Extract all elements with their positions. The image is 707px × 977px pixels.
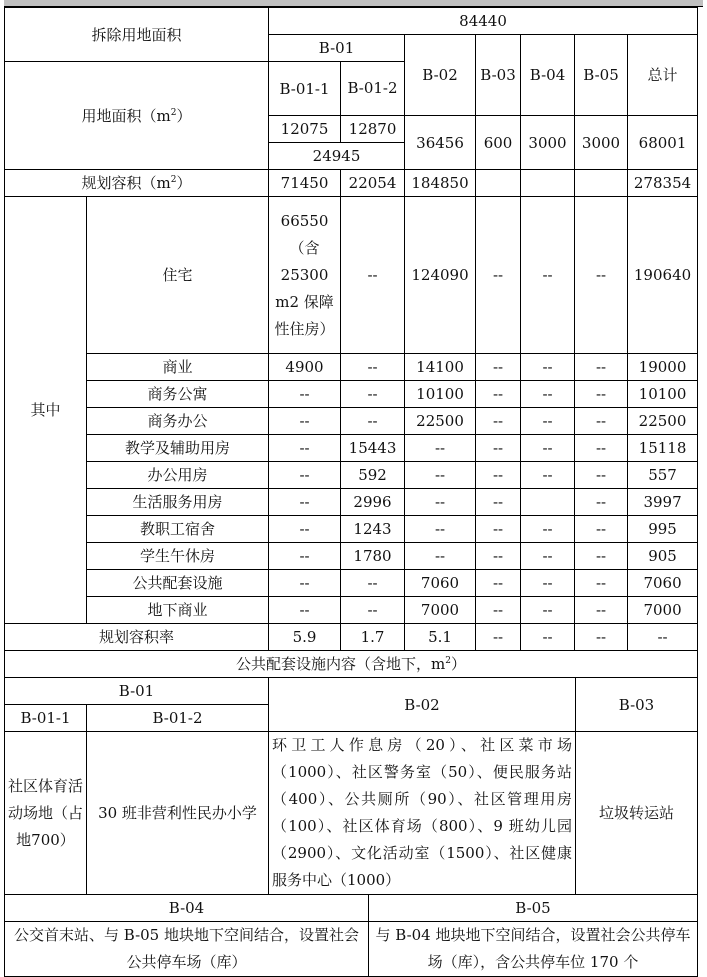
row-b01-2: 15443 [341, 435, 405, 462]
far-b03: -- [476, 624, 521, 651]
row-b04: -- [521, 435, 575, 462]
row-b05: -- [575, 597, 628, 624]
fac-header-b02: B-02 [269, 678, 576, 732]
header-b01-1: B-01-1 [269, 62, 341, 116]
row-total: 3997 [628, 489, 698, 516]
floor-area-b01-1: 71450 [269, 170, 341, 197]
far-b04: -- [521, 624, 575, 651]
row-b04: -- [521, 597, 575, 624]
far-b01-2: 1.7 [341, 624, 405, 651]
fac-header-b01-1: B-01-1 [5, 705, 87, 732]
land-use-table [4, 7, 698, 678]
row-b04: -- [521, 462, 575, 489]
land-area-b03: 600 [476, 116, 521, 170]
row-b01-2: -- [341, 381, 405, 408]
row-b01-1: -- [269, 597, 341, 624]
row-name: 商务公寓 [87, 381, 269, 408]
row-total: 190640 [628, 197, 698, 354]
row-b05: -- [575, 462, 628, 489]
row-b04: -- [521, 197, 575, 354]
table-top-border [4, 0, 703, 7]
row-b01-2: 1780 [341, 543, 405, 570]
floor-area-total: 278354 [628, 170, 698, 197]
land-area-b04: 3000 [521, 116, 575, 170]
floor-area-b02: 184850 [405, 170, 476, 197]
row-b02: 124090 [405, 197, 476, 354]
row-name: 生活服务用房 [87, 489, 269, 516]
row-name: 商务办公 [87, 408, 269, 435]
row-total: 22500 [628, 408, 698, 435]
fac-b04-content: 公交首末站、与 B-05 地块地下空间结合，设置社会公共停车场（库） [5, 922, 369, 977]
row-total: 995 [628, 516, 698, 543]
row-b01-1: -- [269, 462, 341, 489]
row-name: 地下商业 [87, 597, 269, 624]
row-b03: -- [476, 354, 521, 381]
row-b04: -- [521, 543, 575, 570]
row-total: 7060 [628, 570, 698, 597]
row-b02: -- [405, 435, 476, 462]
row-b05: -- [575, 197, 628, 354]
row-b02: -- [405, 489, 476, 516]
row-b02: 22500 [405, 408, 476, 435]
row-total: 15118 [628, 435, 698, 462]
row-name: 住宅 [87, 197, 269, 354]
fac-b05-content: 与 B-04 地块地下空间结合，设置社会公共停车场（库），含公共停车位 170 个 [369, 922, 698, 977]
row-total: 557 [628, 462, 698, 489]
row-b04: -- [521, 354, 575, 381]
fac-header-b01-2: B-01-2 [87, 705, 269, 732]
row-b05: -- [575, 489, 628, 516]
row-b01-2: -- [341, 197, 405, 354]
row-b05: -- [575, 543, 628, 570]
row-b03: -- [476, 435, 521, 462]
row-b01-1: -- [269, 516, 341, 543]
row-b01-2: -- [341, 354, 405, 381]
row-b03: -- [476, 462, 521, 489]
row-b04 [521, 489, 575, 516]
breakdown-group-label: 其中 [5, 197, 87, 624]
row-b05: -- [575, 435, 628, 462]
demolition-area-label: 拆除用地面积 [5, 8, 269, 62]
land-area-b01-2: 12870 [341, 116, 405, 143]
row-b01-2: -- [341, 570, 405, 597]
land-area-b01-sum: 24945 [269, 143, 405, 170]
header-b01: B-01 [269, 35, 405, 62]
row-b01-1: 4900 [269, 354, 341, 381]
land-area-b01-1: 12075 [269, 116, 341, 143]
row-b02: -- [405, 516, 476, 543]
row-b03: -- [476, 381, 521, 408]
row-b02: 14100 [405, 354, 476, 381]
facilities-table-2 [4, 894, 698, 977]
land-area-total: 68001 [628, 116, 698, 170]
facilities-table [4, 677, 698, 895]
row-b05: -- [575, 570, 628, 597]
row-b03: -- [476, 197, 521, 354]
row-b01-1: -- [269, 408, 341, 435]
header-b01-2: B-01-2 [341, 62, 405, 116]
row-b03: -- [476, 597, 521, 624]
fac-header-b05: B-05 [369, 895, 698, 922]
header-total: 总计 [628, 35, 698, 116]
row-b05: -- [575, 516, 628, 543]
row-total: 19000 [628, 354, 698, 381]
fac-b01-2-content: 30 班非营利性民办小学 [87, 732, 269, 895]
far-b01-1: 5.9 [269, 624, 341, 651]
row-b03: -- [476, 570, 521, 597]
row-b04: -- [521, 408, 575, 435]
row-name: 学生午休房 [87, 543, 269, 570]
floor-area-b01-2: 22054 [341, 170, 405, 197]
row-b01-1: -- [269, 489, 341, 516]
far-label: 规划容积率 [5, 624, 269, 651]
row-b04: -- [521, 570, 575, 597]
row-b01-2: 2996 [341, 489, 405, 516]
land-area-label: 用地面积$(m^2)$ [5, 62, 269, 170]
row-b04: -- [521, 381, 575, 408]
row-name: 办公用房 [87, 462, 269, 489]
facilities-title: 公共配套设施内容（含地下，$m^2$） [5, 651, 698, 678]
row-b01-2: 1243 [341, 516, 405, 543]
floor-area-b04 [521, 170, 575, 197]
far-total: -- [628, 624, 698, 651]
row-name: 教职工宿舍 [87, 516, 269, 543]
row-b05: -- [575, 381, 628, 408]
fac-b02-content: 环卫工人作息房（20）、社区菜市场（1000）、社区警务室（50）、便民服务站（400）、公共厕所（90）、社区管理用房（100）、社区体育场（800）、9 班幼儿园（2900）、文化活动室（1500）、社区健康服务中心（1000） [269, 732, 576, 895]
header-b05: B-05 [575, 35, 628, 116]
land-area-b02: 36456 [405, 116, 476, 170]
row-b01-2: -- [341, 408, 405, 435]
row-name: 公共配套设施 [87, 570, 269, 597]
demolition-area-value: 84440 [269, 8, 698, 35]
row-b03: -- [476, 543, 521, 570]
fac-b03-content: 垃圾转运站 [576, 732, 698, 895]
row-b05: -- [575, 408, 628, 435]
fac-header-b01: B-01 [5, 678, 269, 705]
row-b02: 10100 [405, 381, 476, 408]
row-total: 10100 [628, 381, 698, 408]
row-b01-2: -- [341, 597, 405, 624]
header-b04: B-04 [521, 35, 575, 116]
floor-area-label: 规划容积$(m^2)$ [5, 170, 269, 197]
header-b03: B-03 [476, 35, 521, 116]
row-b03: -- [476, 489, 521, 516]
row-b02: 7060 [405, 570, 476, 597]
row-name: 商业 [87, 354, 269, 381]
land-area-b05: 3000 [575, 116, 628, 170]
row-b01-1: -- [269, 570, 341, 597]
row-b01-1: -- [269, 381, 341, 408]
header-b02: B-02 [405, 35, 476, 116]
row-b02: -- [405, 543, 476, 570]
row-b02: 7000 [405, 597, 476, 624]
row-b03: -- [476, 408, 521, 435]
row-b04: -- [521, 516, 575, 543]
row-b02: -- [405, 462, 476, 489]
row-name: 教学及辅助用房 [87, 435, 269, 462]
fac-header-b04: B-04 [5, 895, 369, 922]
row-b01-1: -- [269, 543, 341, 570]
row-b05: -- [575, 354, 628, 381]
row-b01-2: 592 [341, 462, 405, 489]
floor-area-b03 [476, 170, 521, 197]
row-b01-1: -- [269, 435, 341, 462]
row-b01-1: 66550（含25300 m2 保障性住房） [269, 197, 341, 354]
row-total: 905 [628, 543, 698, 570]
row-total: 7000 [628, 597, 698, 624]
floor-area-b05 [575, 170, 628, 197]
fac-header-b03: B-03 [576, 678, 698, 732]
row-b03: -- [476, 516, 521, 543]
far-b05: -- [575, 624, 628, 651]
far-b02: 5.1 [405, 624, 476, 651]
fac-b01-1-content: 社区体育活动场地（占地700） [5, 732, 87, 895]
